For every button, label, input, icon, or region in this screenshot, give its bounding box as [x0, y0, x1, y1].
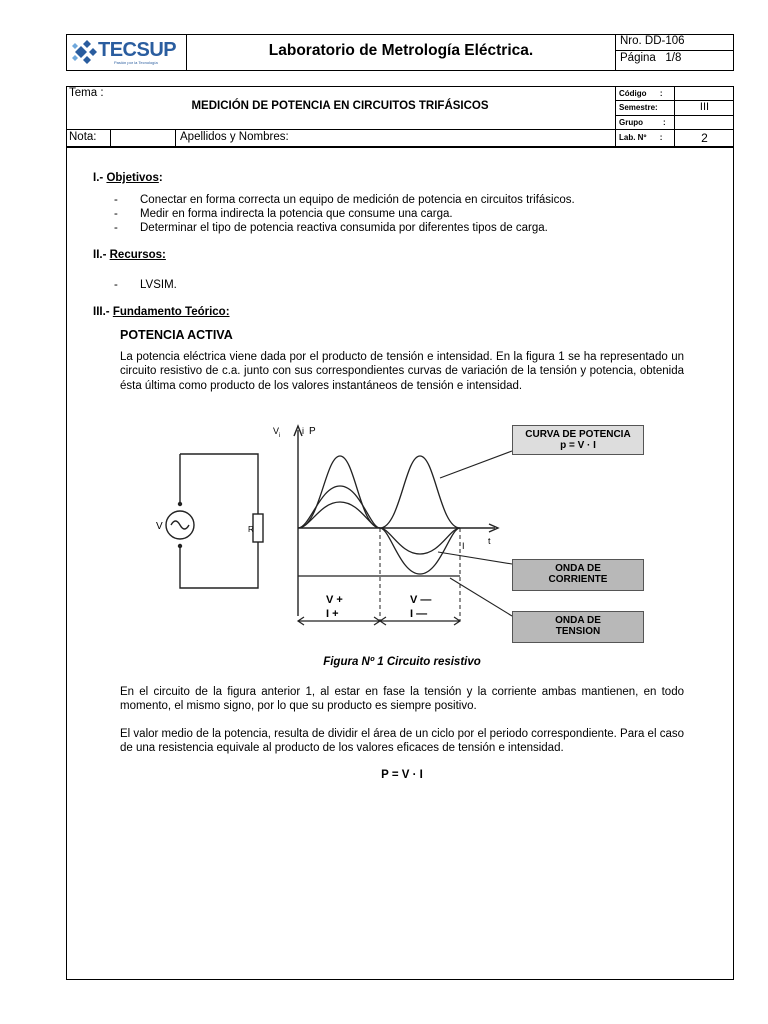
fundamento-num: III.-: [93, 306, 110, 318]
resources-num: II.-: [93, 249, 107, 261]
objectives-title: Objetivos: [106, 172, 159, 184]
nota-label: Nota:: [69, 131, 97, 143]
figure-caption: Figura Nº 1 Circuito resistivo: [323, 656, 481, 668]
resistor: [253, 514, 263, 542]
logo-tagline: Pasión por la Tecnología: [114, 60, 158, 65]
axis-v-label: $V_i$: [273, 426, 281, 439]
info-row-line-3: [66, 129, 734, 130]
paragraph-2: En el circuito de la figura anterior 1, al estar en fase la tensión y la corriente ambas mantienen, en todo momento, el mismo signo, por lo que su producto es siempre positivo.: [120, 686, 684, 713]
fundamento-title: Fundamento Teórico:: [112, 306, 230, 318]
objective-item: - Conectar en forma correcta un equipo de medición de potencia en circuitos trifásicos.: [114, 194, 575, 206]
nota-divider-2: [175, 129, 176, 147]
resistor-label: R: [248, 525, 254, 534]
semestre-label: Semestre:: [619, 103, 658, 112]
positive-i: I +: [326, 608, 339, 620]
resource-text: LVSIM.: [140, 279, 177, 291]
objectives-heading: [93, 172, 163, 184]
tema-value: MEDICIÓN DE POTENCIA EN CIRCUITOS TRIFÁSICOS: [191, 100, 489, 112]
resources-title: Recursos:: [109, 249, 166, 261]
nota-divider-1: [110, 129, 111, 147]
sine-symbol: [171, 521, 189, 529]
curva-potencia-label: CURVA DE POTENCIA p = V · I: [512, 425, 644, 455]
doc-number: Nro. DD-106: [620, 35, 685, 47]
axis-i-label: i: [302, 426, 304, 436]
leader-voltage: [450, 578, 512, 616]
header-divider-right: [615, 34, 616, 71]
resources-heading: [93, 249, 166, 261]
tecsup-logo: [70, 37, 182, 68]
objective-text: Conectar en forma correcta un equipo de medición de potencia en circuitos trifásicos.: [140, 194, 575, 206]
page-number: Página 1/8: [620, 52, 682, 64]
objective-text: Medir en forma indirecta la potencia que consume una carga.: [140, 208, 453, 220]
negative-v: V —: [410, 594, 432, 606]
circuit-wire: [180, 454, 258, 514]
apellidos-label: Apellidos y Nombres:: [180, 131, 289, 143]
objective-item: - Determinar el tipo de potencia reactiva consumida por diferentes tipos de carga.: [114, 222, 548, 234]
resource-item: - LVSIM.: [114, 279, 177, 291]
voltage-wave: [298, 486, 460, 574]
semestre-value: III: [699, 101, 710, 113]
objective-item: - Medir en forma indirecta la potencia que consume una carga.: [114, 208, 453, 220]
grupo-label: Grupo :: [619, 118, 666, 127]
header-divider-mid: [615, 50, 734, 51]
lab-value: 2: [701, 131, 708, 145]
paragraph-1: La potencia eléctrica viene dada por el producto de tensión e intensidad. En la figura 1 se ha representado un circuito resistivo de c.a. junto con sus correspondientes curvas de variación de la tensión y potencia, obtenida ésta última como producto de los valores instantáneos de tensión e intensidad.: [120, 351, 684, 392]
axis-t-end-label: I: [462, 541, 465, 551]
objectives-num: I.-: [93, 172, 104, 184]
objective-text: Determinar el tipo de potencia reactiva consumida por diferentes tipos de carga.: [140, 222, 548, 234]
info-row-line-2: [615, 115, 734, 116]
axis-p-label: P: [309, 426, 316, 437]
logo-text: TECSUP: [98, 39, 177, 61]
document-title: Laboratorio de Metrología Eléctrica.: [268, 42, 534, 59]
tema-label: Tema :: [69, 87, 104, 99]
leader-power: [440, 451, 512, 478]
onda-corriente-label: ONDA DE CORRIENTE: [512, 559, 644, 591]
fundamento-heading: [93, 306, 230, 318]
leader-current: [438, 552, 512, 564]
positive-v: V +: [326, 594, 343, 606]
negative-i: I —: [410, 608, 428, 620]
axis-t-label: t: [488, 536, 491, 546]
info-divider-v: [615, 86, 616, 147]
power-curve: [298, 456, 460, 528]
codigo-label: Código :: [619, 89, 663, 98]
formula: P = V · I: [381, 769, 423, 781]
objectives-colon: :: [158, 172, 163, 184]
source-label: V: [156, 521, 163, 532]
onda-tension-label: ONDA DE TENSION: [512, 611, 644, 643]
potencia-activa-heading: POTENCIA ACTIVA: [120, 328, 233, 342]
lab-label: Lab. Nº :: [619, 133, 663, 142]
circuit-wire: [180, 542, 258, 588]
paragraph-3: El valor medio de la potencia, resulta de dividir el área de un ciclo por el periodo correspondiente. Para el caso de una resistencia equivale al producto de los valores eficaces de tensión e intensidad.: [120, 728, 684, 755]
